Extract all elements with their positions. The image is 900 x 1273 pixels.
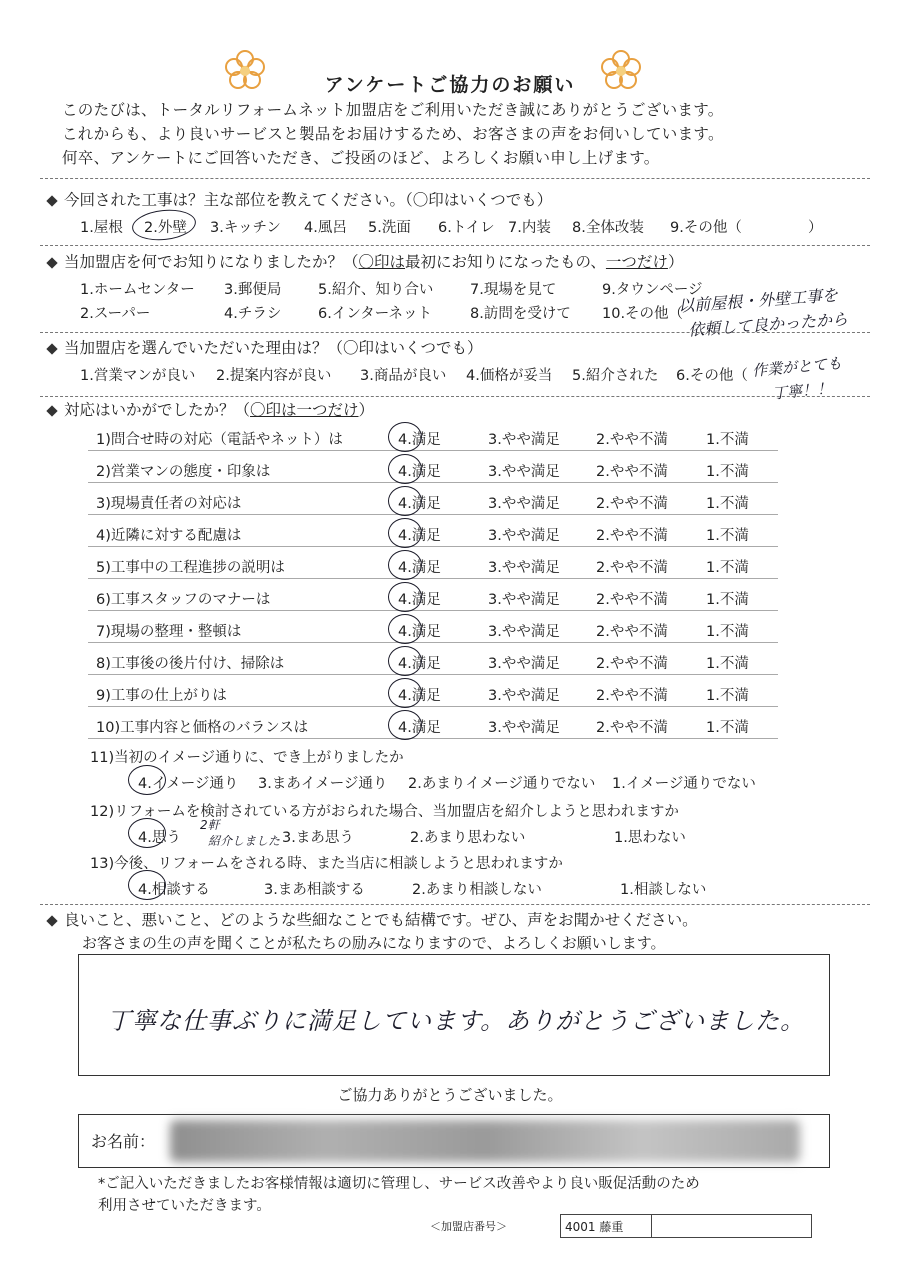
answer-circle bbox=[388, 486, 422, 516]
rating-somewhat-satisfied[interactable]: 3.やや満足 bbox=[488, 496, 560, 512]
answer-circle bbox=[388, 710, 422, 740]
rating-satisfied[interactable]: 4.満足 bbox=[398, 528, 441, 544]
rating-satisfied[interactable]: 4.満足 bbox=[398, 560, 441, 576]
rating-row-label: 2)営業マンの態度・印象は bbox=[96, 464, 271, 480]
rating-somewhat-satisfied[interactable]: 3.やや満足 bbox=[488, 464, 560, 480]
q2-option-visit[interactable]: 8.訪問を受けて bbox=[470, 306, 571, 322]
rating-row-label: 6)工事スタッフのマナーは bbox=[96, 592, 271, 608]
answer-circle bbox=[128, 870, 166, 900]
rating-row-divider bbox=[88, 674, 778, 675]
redacted-name bbox=[170, 1120, 800, 1162]
q1-option-other-close: ） bbox=[808, 220, 823, 236]
answer-circle bbox=[128, 818, 166, 848]
q3-option-product[interactable]: 3.商品が良い bbox=[360, 368, 447, 384]
q12-option-not-really[interactable]: 2.あまり思わない bbox=[410, 830, 526, 846]
rating-row-label: 3)現場責任者の対応は bbox=[96, 496, 242, 512]
rating-row-divider bbox=[88, 546, 778, 547]
q2-option-town-page[interactable]: 9.タウンページ bbox=[602, 282, 703, 298]
rating-row-divider bbox=[88, 642, 778, 643]
q13-option-would-consult[interactable]: 4.相談する bbox=[138, 882, 210, 898]
rating-dissatisfied[interactable]: 1.不満 bbox=[706, 624, 749, 640]
rating-somewhat-satisfied[interactable]: 3.やや満足 bbox=[488, 656, 560, 672]
q13-option-not-really-consult[interactable]: 2.あまり相談しない bbox=[412, 882, 542, 898]
rating-somewhat-satisfied[interactable]: 3.やや満足 bbox=[488, 624, 560, 640]
q13-option-probably-consult[interactable]: 3.まあ相談する bbox=[264, 882, 365, 898]
rating-somewhat-dissatisfied[interactable]: 2.やや不満 bbox=[596, 592, 668, 608]
q2-option-internet[interactable]: 6.インターネット bbox=[318, 306, 433, 322]
rating-satisfied[interactable]: 4.満足 bbox=[398, 496, 441, 512]
rating-satisfied[interactable]: 4.満足 bbox=[398, 464, 441, 480]
q1-option-full-renovation[interactable]: 8.全体改装 bbox=[572, 220, 644, 236]
rating-dissatisfied[interactable]: 1.不満 bbox=[706, 560, 749, 576]
rating-dissatisfied[interactable]: 1.不満 bbox=[706, 528, 749, 544]
q13-option-would-not-consult[interactable]: 1.相談しない bbox=[620, 882, 707, 898]
page-title: アンケートご協力のお願い bbox=[324, 74, 576, 96]
rating-somewhat-satisfied[interactable]: 3.やや満足 bbox=[488, 688, 560, 704]
rating-somewhat-satisfied[interactable]: 3.やや満足 bbox=[488, 528, 560, 544]
rating-row-divider bbox=[88, 738, 778, 739]
q2-option-referral[interactable]: 5.紹介、知り合い bbox=[318, 282, 434, 298]
rating-satisfied[interactable]: 4.満足 bbox=[398, 688, 441, 704]
rating-somewhat-dissatisfied[interactable]: 2.やや不満 bbox=[596, 656, 668, 672]
comments-subheading: お客さまの生の声を聞くことが私たちの励みになりますので、よろしくお願いします。 bbox=[82, 934, 666, 952]
q2-option-post-office[interactable]: 3.郵便局 bbox=[224, 282, 282, 298]
rating-dissatisfied[interactable]: 1.不満 bbox=[706, 432, 749, 448]
rating-dissatisfied[interactable]: 1.不満 bbox=[706, 496, 749, 512]
q3-option-other[interactable]: 6.その他（ bbox=[676, 368, 748, 384]
rating-satisfied[interactable]: 4.満足 bbox=[398, 624, 441, 640]
q1-option-roof[interactable]: 1.屋根 bbox=[80, 220, 123, 236]
q12-handwritten-note-line-2: 紹介しました bbox=[208, 834, 281, 848]
rating-dissatisfied[interactable]: 1.不満 bbox=[706, 656, 749, 672]
q11-option-mostly-as-imagined[interactable]: 3.まあイメージ通り bbox=[258, 776, 388, 792]
divider bbox=[40, 178, 870, 179]
q12-option-would-not[interactable]: 1.思わない bbox=[614, 830, 686, 846]
answer-circle bbox=[388, 678, 422, 708]
q1-option-kitchen[interactable]: 3.キッチン bbox=[210, 220, 281, 236]
q4-heading: 対応はいかがでしたか？（〇印は一つだけ） bbox=[48, 398, 374, 420]
comments-heading: 良いこと、悪いこと、どのような些細なことでも結構です。ぜひ、声をお聞かせください。 bbox=[48, 908, 698, 930]
privacy-notice bbox=[98, 1173, 700, 1217]
q1-option-toilet[interactable]: 6.トイレ bbox=[438, 220, 495, 236]
rating-satisfied[interactable]: 4.満足 bbox=[398, 432, 441, 448]
rating-dissatisfied[interactable]: 1.不満 bbox=[706, 720, 749, 736]
name-label: お名前： bbox=[91, 1132, 156, 1151]
rating-dissatisfied[interactable]: 1.不満 bbox=[706, 688, 749, 704]
privacy-notice-line-1: *ご記入いただきましたお客様情報は適切に管理し、サービス改善やより良い販促活動のため bbox=[98, 1176, 700, 1192]
shop-number-label: ＜加盟店番号＞ bbox=[430, 1220, 507, 1233]
answer-circle bbox=[388, 518, 422, 548]
comment-text: 丁寧な仕事ぶりに満足しています。ありがとうございました。 bbox=[107, 1007, 806, 1035]
intro-text bbox=[62, 98, 724, 170]
answer-circle bbox=[131, 207, 198, 244]
answer-circle bbox=[388, 454, 422, 484]
rating-dissatisfied[interactable]: 1.不満 bbox=[706, 592, 749, 608]
q3-option-price[interactable]: 4.価格が妥当 bbox=[466, 368, 553, 384]
rating-row-label: 4)近隣に対する配慮は bbox=[96, 528, 242, 544]
divider bbox=[40, 245, 870, 246]
divider bbox=[651, 1215, 652, 1237]
q12-label: 12)リフォームを検討されている方がおられた場合、当加盟店を紹介しようと思われますか bbox=[90, 804, 679, 820]
rating-row-label: 10)工事内容と価格のバランスは bbox=[96, 720, 309, 736]
q1-option-other[interactable]: 9.その他（ bbox=[670, 220, 742, 236]
answer-circle bbox=[388, 422, 422, 452]
shop-number: 4001 藤重 bbox=[565, 1220, 624, 1234]
privacy-notice-line-2: 利用させていただきます。 bbox=[98, 1198, 271, 1214]
q2-heading: 当加盟店を何でお知りになりましたか？（〇印は最初にお知りになったもの、一つだけ） bbox=[48, 250, 683, 272]
diamond-bullet-icon bbox=[46, 405, 57, 416]
rating-somewhat-satisfied[interactable]: 3.やや満足 bbox=[488, 560, 560, 576]
rating-row-divider bbox=[88, 578, 778, 579]
q2-option-home-center[interactable]: 1.ホームセンター bbox=[80, 282, 195, 298]
q1-option-washroom[interactable]: 5.洗面 bbox=[368, 220, 411, 236]
q11-label: 11)当初のイメージ通りに、でき上がりましたか bbox=[90, 750, 404, 766]
q3-handwritten-note-line-1: 作業がとても bbox=[751, 354, 843, 380]
rating-somewhat-satisfied[interactable]: 3.やや満足 bbox=[488, 432, 560, 448]
answer-circle bbox=[388, 582, 422, 612]
rating-row-label: 8)工事後の後片付け、掃除は bbox=[96, 656, 285, 672]
q11-option-not-quite[interactable]: 2.あまりイメージ通りでない bbox=[408, 776, 596, 792]
intro-line-3: 何卒、アンケートにご回答いただき、ご投函のほど、よろしくお願い申し上げます。 bbox=[62, 149, 660, 167]
answer-circle bbox=[128, 765, 166, 795]
divider bbox=[40, 332, 870, 333]
rating-somewhat-dissatisfied[interactable]: 2.やや不満 bbox=[596, 432, 668, 448]
rating-somewhat-dissatisfied[interactable]: 2.やや不満 bbox=[596, 464, 668, 480]
rating-satisfied[interactable]: 4.満足 bbox=[398, 656, 441, 672]
rating-somewhat-dissatisfied[interactable]: 2.やや不満 bbox=[596, 560, 668, 576]
rating-row-label: 9)工事の仕上がりは bbox=[96, 688, 227, 704]
q1-option-bath[interactable]: 4.風呂 bbox=[304, 220, 347, 236]
rating-satisfied[interactable]: 4.満足 bbox=[398, 592, 441, 608]
q2-option-other[interactable]: 10.その他（ bbox=[602, 306, 684, 322]
diamond-bullet-icon bbox=[46, 257, 57, 268]
diamond-bullet-icon bbox=[46, 343, 57, 354]
rating-somewhat-satisfied[interactable]: 3.やや満足 bbox=[488, 592, 560, 608]
rating-row-divider bbox=[88, 706, 778, 707]
q1-option-exterior-wall[interactable]: 2.外壁 bbox=[144, 220, 187, 236]
q12-handwritten-note-line-1: 2軒 bbox=[200, 818, 220, 832]
q12-option-would[interactable]: 4.思う bbox=[138, 830, 181, 846]
answer-circle bbox=[388, 646, 422, 676]
q13-label: 13)今後、リフォームをされる時、また当店に相談しようと思われますか bbox=[90, 856, 563, 872]
q3-option-proposal[interactable]: 2.提案内容が良い bbox=[216, 368, 332, 384]
rating-row-divider bbox=[88, 450, 778, 451]
q11-option-not-as-imagined[interactable]: 1.イメージ通りでない bbox=[612, 776, 756, 792]
rating-row-divider bbox=[88, 514, 778, 515]
diamond-bullet-icon bbox=[46, 915, 57, 926]
q1-heading: 今回された工事は？主な部位を教えてください。（〇印はいくつでも） bbox=[48, 188, 552, 210]
q2-handwritten-note-line-2: 依頼して良かったから bbox=[687, 309, 849, 340]
rating-row-label: 5)工事中の工程進捗の説明は bbox=[96, 560, 285, 576]
q3-heading: 当加盟店を選んでいただいた理由は？（〇印はいくつでも） bbox=[48, 336, 483, 358]
divider bbox=[40, 396, 870, 397]
shop-number-box bbox=[560, 1214, 812, 1238]
rating-somewhat-dissatisfied[interactable]: 2.やや不満 bbox=[596, 528, 668, 544]
rating-somewhat-satisfied[interactable]: 3.やや満足 bbox=[488, 720, 560, 736]
answer-circle bbox=[388, 614, 422, 644]
rating-row-divider bbox=[88, 610, 778, 611]
rating-row-label: 7)現場の整理・整頓は bbox=[96, 624, 242, 640]
rating-row-label: 1)問合せ時の対応（電話やネット）は bbox=[96, 432, 343, 448]
q12-option-probably[interactable]: 3.まあ思う bbox=[282, 830, 354, 846]
comment-textarea[interactable] bbox=[78, 954, 830, 1076]
q3-handwritten-note-line-2: 丁寧！！ bbox=[771, 379, 833, 403]
diamond-bullet-icon bbox=[46, 195, 57, 206]
q2-option-supermarket[interactable]: 2.スーパー bbox=[80, 306, 151, 322]
intro-line-1: このたびは、トータルリフォームネット加盟店をご利用いただき誠にありがとうございます。 bbox=[62, 101, 724, 119]
q2-option-flyer[interactable]: 4.チラシ bbox=[224, 306, 282, 322]
rating-somewhat-dissatisfied[interactable]: 2.やや不満 bbox=[596, 688, 668, 704]
rating-row-divider bbox=[88, 482, 778, 483]
q2-option-saw-site[interactable]: 7.現場を見て bbox=[470, 282, 557, 298]
rating-somewhat-dissatisfied[interactable]: 2.やや不満 bbox=[596, 624, 668, 640]
rating-dissatisfied[interactable]: 1.不満 bbox=[706, 464, 749, 480]
q1-option-interior[interactable]: 7.内装 bbox=[508, 220, 551, 236]
q3-option-introduced[interactable]: 5.紹介された bbox=[572, 368, 659, 384]
rating-satisfied[interactable]: 4.満足 bbox=[398, 720, 441, 736]
thanks-text: ご協力ありがとうございました。 bbox=[337, 1086, 563, 1104]
rating-somewhat-dissatisfied[interactable]: 2.やや不満 bbox=[596, 496, 668, 512]
q3-option-salesperson[interactable]: 1.営業マンが良い bbox=[80, 368, 196, 384]
divider bbox=[40, 904, 870, 905]
intro-line-2: これからも、より良いサービスと製品をお届けするため、お客さまの声をお伺いしています。 bbox=[62, 125, 724, 143]
q2-handwritten-note-line-1: 以前屋根・外壁工事を bbox=[677, 285, 839, 316]
answer-circle bbox=[388, 550, 422, 580]
rating-somewhat-dissatisfied[interactable]: 2.やや不満 bbox=[596, 720, 668, 736]
q11-option-as-imagined[interactable]: 4.イメージ通り bbox=[138, 776, 239, 792]
